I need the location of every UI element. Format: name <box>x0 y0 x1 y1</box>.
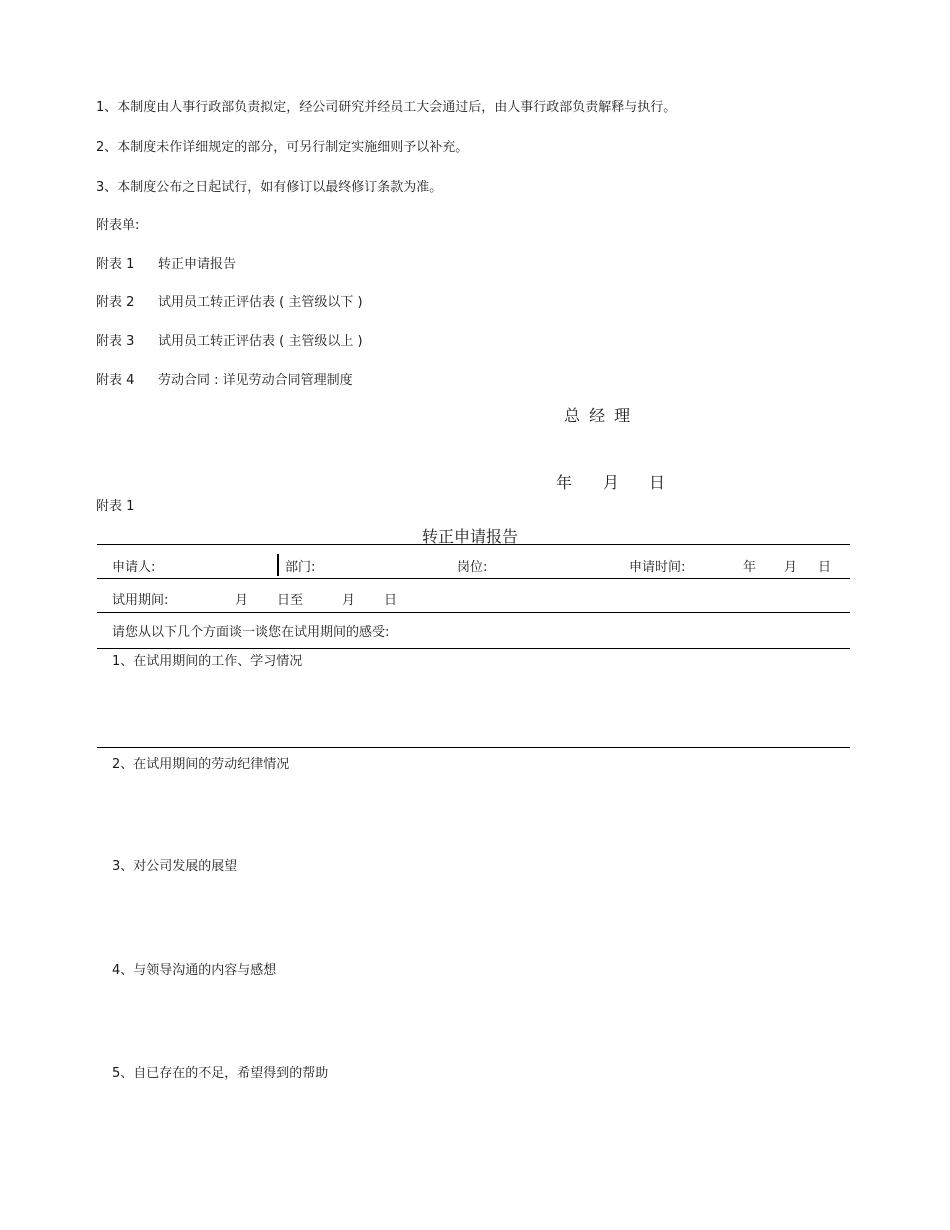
apply-day: 日 <box>818 560 832 575</box>
form-attachment-label: 附表 1 <box>96 499 135 514</box>
attachment-item-1 <box>96 253 236 272</box>
section-4: 4、与领导沟通的内容与感想 <box>112 963 277 978</box>
position-label: 岗位: <box>457 560 488 575</box>
signature-year: 年 <box>556 473 575 492</box>
attachment-number: 附表 3 <box>96 334 135 349</box>
form-prompt: 请您从以下几个方面谈一谈您在试用期间的感受: <box>112 625 390 640</box>
attachment-title: 试用员工转正评估表 ( 主管级以上 ) <box>158 334 363 349</box>
apply-month: 月 <box>784 560 798 575</box>
clause-2: 2、本制度未作详细规定的部分，可另行制定实施细则予以补充。 <box>96 140 469 155</box>
clause-1: 1、本制度由人事行政部负责拟定，经公司研究并经员工大会通过后，由人事行政部负责解释与执行。 <box>96 100 677 115</box>
attachment-number: 附表 2 <box>96 295 135 310</box>
table-rule <box>97 612 850 613</box>
section-5: 5、自已存在的不足，希望得到的帮助 <box>112 1066 329 1081</box>
field-divider <box>277 554 279 576</box>
clause-3: 3、本制度公布之日起试行，如有修订以最终修订条款为准。 <box>96 180 443 195</box>
apply-year: 年 <box>743 560 757 575</box>
attachment-number: 附表 4 <box>96 373 135 388</box>
signature-month: 月 <box>603 473 622 492</box>
probation-day-to: 日至 <box>277 593 304 608</box>
signature-day: 日 <box>649 473 668 492</box>
probation-day-end: 日 <box>384 593 398 608</box>
section-3: 3、对公司发展的展望 <box>112 859 238 874</box>
attachments-heading: 附表单: <box>96 218 140 233</box>
form-title: 转正申请报告 <box>421 527 518 546</box>
signature-title: 总 经 理 <box>564 406 633 425</box>
apply-time-label: 申请时间: <box>629 560 686 575</box>
applicant-label: 申请人: <box>112 560 156 575</box>
table-rule <box>97 747 850 748</box>
attachment-number: 附表 1 <box>96 257 135 272</box>
table-rule <box>97 544 850 545</box>
attachment-item-2 <box>96 291 363 310</box>
probation-month-start: 月 <box>235 593 249 608</box>
probation-label: 试用期间: <box>112 593 169 608</box>
probation-month-end: 月 <box>342 593 356 608</box>
attachment-title: 转正申请报告 <box>158 257 237 272</box>
table-rule <box>97 578 850 579</box>
attachment-title: 劳动合同 : 详见劳动合同管理制度 <box>158 373 353 388</box>
attachment-item-3 <box>96 330 363 349</box>
department-label: 部门: <box>285 560 316 575</box>
section-2: 2、在试用期间的劳动纪律情况 <box>112 757 290 772</box>
attachment-title: 试用员工转正评估表 ( 主管级以下 ) <box>158 295 363 310</box>
section-1: 1、在试用期间的工作、学习情况 <box>112 654 303 669</box>
attachment-item-4 <box>96 369 353 388</box>
table-rule <box>97 648 850 649</box>
